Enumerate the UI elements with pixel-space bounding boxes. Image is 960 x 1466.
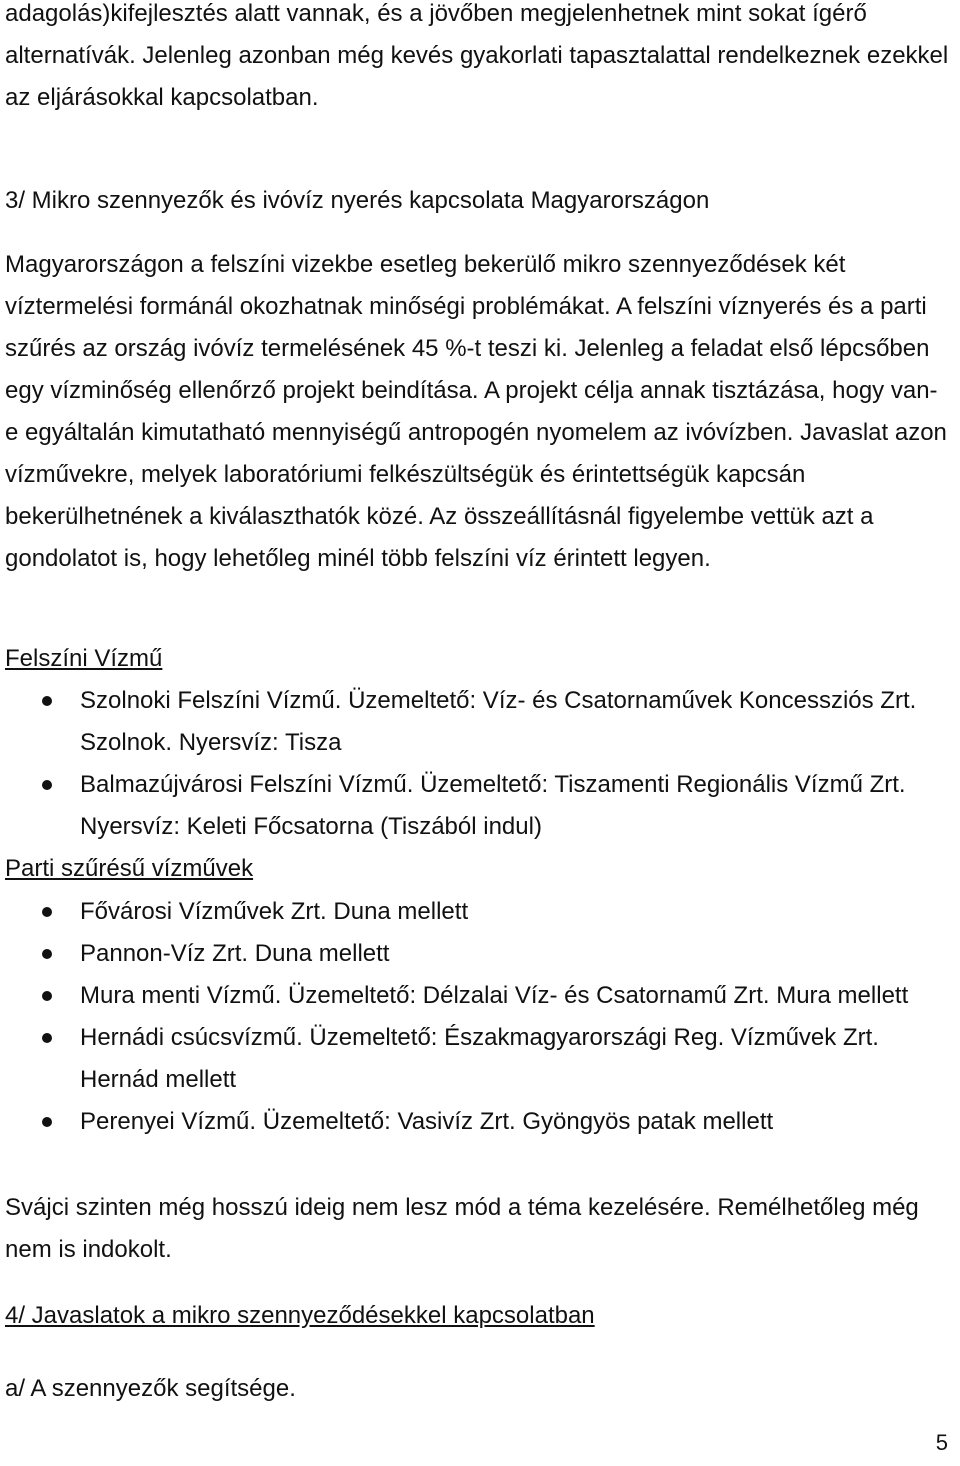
list-item-text: Hernádi csúcsvízmű. Üzemeltető: Északmagyarországi Reg. Vízművek Zrt. Hernád mellett [80, 1024, 879, 1093]
list-item [5, 975, 955, 1017]
list-item [5, 1101, 955, 1143]
list-item [5, 764, 955, 848]
bank-filtration-heading: Parti szűrésű vízművek [5, 855, 254, 882]
bank-filtration-list [5, 891, 955, 1143]
section-3-paragraph: Magyarországon a felszíni vizekbe esetleg bekerülő mikro szennyeződések két víztermelési formánál okozhatnak minőségi problémákat. A felszíni víznyerés és a parti szűrés az ország ivóvíz termelésének 45 %-t teszi ki. Jelenleg a feladat első lépcsőben egy vízminőség ellenőrző projekt beindítása. A projekt célja annak tisztázása, hogy van- e egyáltalán kimutatható mennyiségű antropogén nyomelem az ivóvízben. Javaslat azon vízművekre, melyek laboratóriumi felkészültségük és érintettségük kapcsán bekerülhetnének a kiválaszthatók közé. Az összeállításnál figyelembe vettük azt a gondolatot is, hogy lehetőleg minél több felszíni víz érintett legyen. [5, 251, 947, 572]
list-item-text: Perenyei Vízmű. Üzemeltető: Vasivíz Zrt. Gyöngyös patak mellett [80, 1108, 774, 1135]
section-3-heading: 3/ Mikro szennyezők és ivóvíz nyerés kapcsolata Magyarországon [5, 187, 710, 214]
bullet-icon [42, 1033, 52, 1043]
list-item [5, 1017, 955, 1101]
surface-waterworks-heading: Felszíni Vízmű [5, 645, 163, 672]
list-item-text: Pannon-Víz Zrt. Duna mellett [80, 940, 390, 967]
list-item [5, 680, 955, 764]
surface-waterworks-list [5, 680, 955, 848]
page-number: 5 [935, 1430, 948, 1455]
list-item-text: Fővárosi Vízművek Zrt. Duna mellett [80, 898, 469, 925]
list-item-text: Mura menti Vízmű. Üzemeltető: Délzalai Víz- és Csatornamű Zrt. Mura mellett [80, 982, 909, 1009]
intro-paragraph: adagolás)kifejlesztés alatt vannak, és a jövőben megjelenhetnek mint sokat ígérő alternatívák. Jelenleg azonban még kevés gyakorlati tapasztalattal rendelkeznek ezekkel az eljárásokkal kapcsolatban. [5, 0, 949, 111]
bullet-icon [42, 780, 52, 790]
list-item-text: Szolnoki Felszíni Vízmű. Üzemeltető: Víz- és Csatornaművek Koncessziós Zrt. Szolnok. Nyersvíz: Tisza [80, 687, 917, 756]
section-4-heading: 4/ Javaslatok a mikro szennyeződésekkel kapcsolatban [5, 1302, 595, 1329]
bullet-icon [42, 949, 52, 959]
list-item [5, 933, 955, 975]
list-item-text: Balmazújvárosi Felszíni Vízmű. Üzemeltető: Tiszamenti Regionális Vízmű Zrt. Nyersvíz: Keleti Főcsatorna (Tiszából indul) [80, 771, 906, 840]
swiss-paragraph: Svájci szinten még hosszú ideig nem lesz mód a téma kezelésére. Remélhetőleg még nem is indokolt. [5, 1194, 919, 1263]
bullet-icon [42, 1117, 52, 1127]
list-item [5, 891, 955, 933]
bullet-icon [42, 696, 52, 706]
bullet-icon [42, 991, 52, 1001]
bullet-icon [42, 907, 52, 917]
subsection-a-heading: a/ A szennyezők segítsége. [5, 1375, 296, 1402]
